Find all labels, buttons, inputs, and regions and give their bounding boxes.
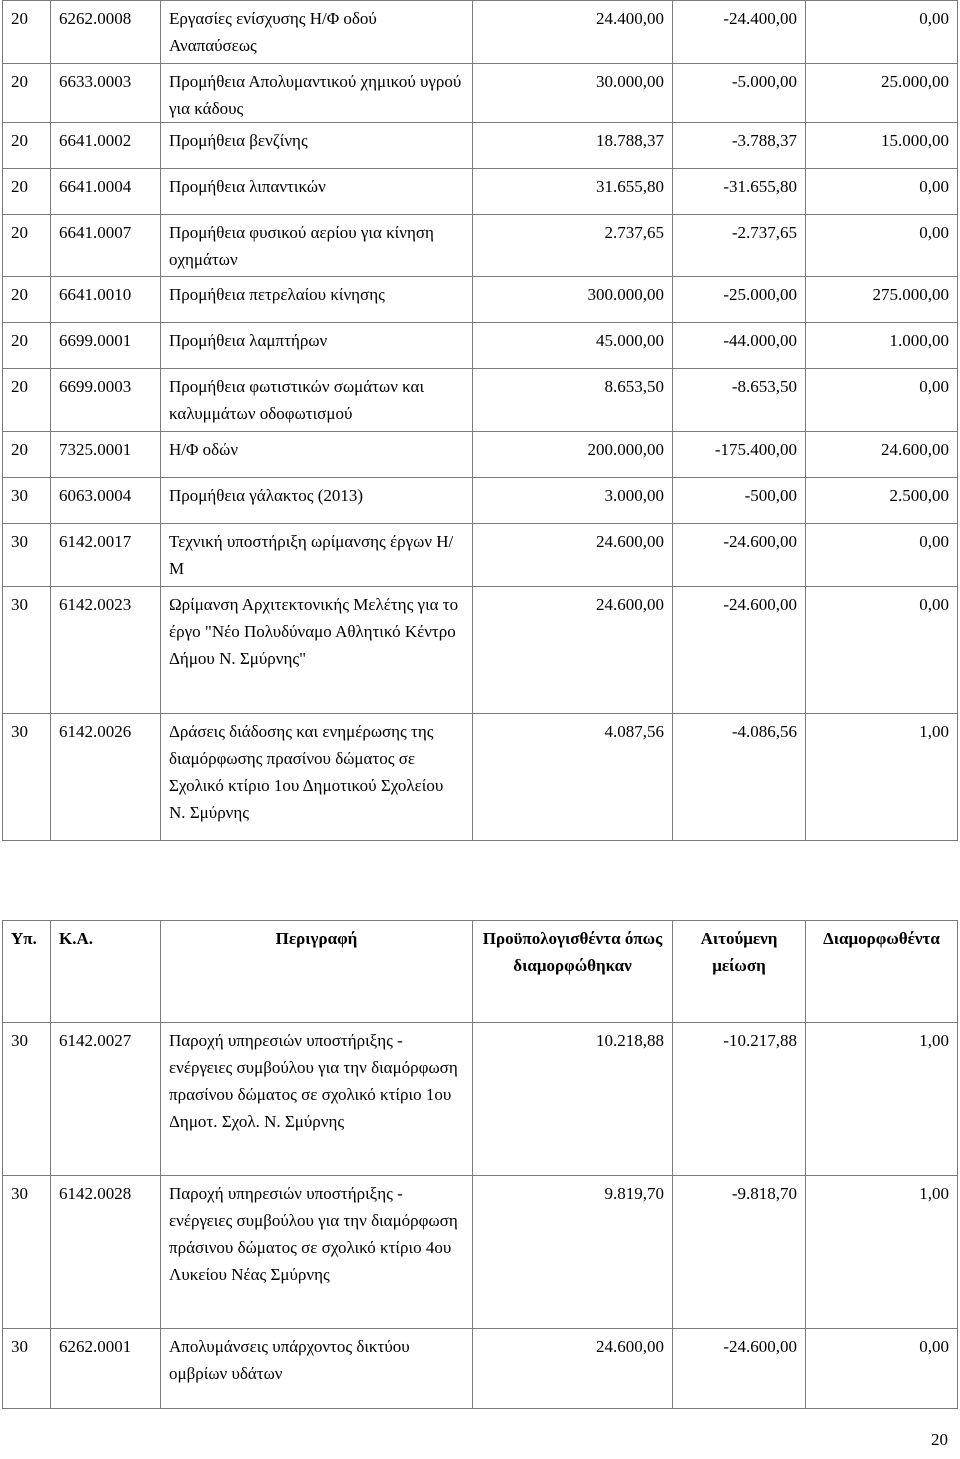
cell-description: Εργασίες ενίσχυσης Η/Φ οδού Αναπαύσεως xyxy=(161,1,473,64)
cell-ka: 6699.0001 xyxy=(51,323,161,369)
cell-ka: 6262.0008 xyxy=(51,1,161,64)
cell-reduction: -24.600,00 xyxy=(673,524,806,587)
cell-ka: 6142.0028 xyxy=(51,1176,161,1329)
table-row xyxy=(3,277,958,323)
cell-description: Προμήθεια Απολυμαντικού χημικού υγρού για κάδους xyxy=(161,64,473,123)
cell-ka: 6262.0001 xyxy=(51,1329,161,1409)
cell-yp: 30 xyxy=(3,524,51,587)
cell-final: 0,00 xyxy=(806,169,958,215)
cell-reduction: -24.600,00 xyxy=(673,1329,806,1409)
cell-budget: 30.000,00 xyxy=(473,64,673,123)
cell-reduction: -2.737,65 xyxy=(673,215,806,277)
table-body-top xyxy=(3,1,958,841)
cell-description: Τεχνική υποστήριξη ωρίμανσης έργων Η/Μ xyxy=(161,524,473,587)
cell-budget: 2.737,65 xyxy=(473,215,673,277)
cell-ka: 6641.0007 xyxy=(51,215,161,277)
table-row xyxy=(3,1176,958,1329)
cell-ka: 6142.0027 xyxy=(51,1023,161,1176)
cell-description: Προμήθεια πετρελαίου κίνησης xyxy=(161,277,473,323)
cell-ka: 6641.0004 xyxy=(51,169,161,215)
cell-reduction: -175.400,00 xyxy=(673,432,806,478)
cell-yp: 20 xyxy=(3,323,51,369)
header-reduction: Αιτούμενη μείωση xyxy=(673,921,806,1023)
cell-reduction: -4.086,56 xyxy=(673,714,806,841)
cell-final: 24.600,00 xyxy=(806,432,958,478)
cell-final: 1.000,00 xyxy=(806,323,958,369)
cell-final: 275.000,00 xyxy=(806,277,958,323)
cell-yp: 30 xyxy=(3,1176,51,1329)
cell-description: Απολυμάνσεις υπάρχοντος δικτύου ομβρίων υδάτων xyxy=(161,1329,473,1409)
cell-yp: 20 xyxy=(3,123,51,169)
cell-reduction: -31.655,80 xyxy=(673,169,806,215)
cell-final: 25.000,00 xyxy=(806,64,958,123)
cell-final: 15.000,00 xyxy=(806,123,958,169)
cell-yp: 20 xyxy=(3,369,51,432)
budget-table-bottom xyxy=(2,920,958,1409)
cell-yp: 30 xyxy=(3,478,51,524)
cell-reduction: -5.000,00 xyxy=(673,64,806,123)
cell-final: 1,00 xyxy=(806,1023,958,1176)
cell-yp: 20 xyxy=(3,169,51,215)
cell-yp: 30 xyxy=(3,714,51,841)
cell-ka: 6699.0003 xyxy=(51,369,161,432)
cell-reduction: -24.400,00 xyxy=(673,1,806,64)
table-row xyxy=(3,369,958,432)
header-yp: Υπ. xyxy=(3,921,51,1023)
table-row xyxy=(3,432,958,478)
header-ka: Κ.Α. xyxy=(51,921,161,1023)
cell-budget: 24.400,00 xyxy=(473,1,673,64)
table-row xyxy=(3,587,958,714)
cell-ka: 6063.0004 xyxy=(51,478,161,524)
cell-final: 0,00 xyxy=(806,1,958,64)
cell-yp: 20 xyxy=(3,432,51,478)
cell-description: Παροχή υπηρεσιών υποστήριξης - ενέργειες συμβούλου για την διαμόρφωση πρασίνου δώματος σε σχολικό κτίριο 1ου Δημοτ. Σχολ. Ν. Σμύρνης xyxy=(161,1023,473,1176)
cell-description: Παροχή υπηρεσιών υποστήριξης - ενέργειες συμβούλου για την διαμόρφωση πράσινου δώματος σε σχολικό κτίριο 4ου Λυκείου Νέας Σμύρνης xyxy=(161,1176,473,1329)
cell-budget: 8.653,50 xyxy=(473,369,673,432)
cell-description: Προμήθεια φωτιστικών σωμάτων και καλυμμάτων οδοφωτισμού xyxy=(161,369,473,432)
header-budget: Προϋπολογισθέντα όπως διαμορφώθηκαν xyxy=(473,921,673,1023)
cell-budget: 18.788,37 xyxy=(473,123,673,169)
cell-reduction: -24.600,00 xyxy=(673,587,806,714)
cell-description: Προμήθεια φυσικού αερίου για κίνηση οχημάτων xyxy=(161,215,473,277)
cell-description: Η/Φ οδών xyxy=(161,432,473,478)
cell-yp: 30 xyxy=(3,1023,51,1176)
cell-description: Προμήθεια λιπαντικών xyxy=(161,169,473,215)
cell-budget: 24.600,00 xyxy=(473,524,673,587)
cell-final: 1,00 xyxy=(806,1176,958,1329)
cell-budget: 10.218,88 xyxy=(473,1023,673,1176)
cell-final: 0,00 xyxy=(806,587,958,714)
table-row xyxy=(3,714,958,841)
table-row xyxy=(3,323,958,369)
header-final: Διαμορφωθέντα xyxy=(806,921,958,1023)
cell-budget: 24.600,00 xyxy=(473,1329,673,1409)
table-row xyxy=(3,524,958,587)
cell-reduction: -9.818,70 xyxy=(673,1176,806,1329)
budget-table-top xyxy=(2,0,958,841)
cell-reduction: -8.653,50 xyxy=(673,369,806,432)
cell-reduction: -44.000,00 xyxy=(673,323,806,369)
cell-final: 0,00 xyxy=(806,524,958,587)
table-row xyxy=(3,1,958,64)
cell-budget: 300.000,00 xyxy=(473,277,673,323)
cell-ka: 6633.0003 xyxy=(51,64,161,123)
cell-final: 0,00 xyxy=(806,369,958,432)
table-row xyxy=(3,64,958,123)
table-row xyxy=(3,215,958,277)
cell-final: 0,00 xyxy=(806,1329,958,1409)
page-number: 20 xyxy=(931,1430,948,1449)
cell-description: Ωρίμανση Αρχιτεκτονικής Μελέτης για το έργο "Νέο Πολυδύναμο Αθλητικό Κέντρο Δήμου Ν. Σμύρνης" xyxy=(161,587,473,714)
cell-final: 1,00 xyxy=(806,714,958,841)
cell-yp: 20 xyxy=(3,64,51,123)
cell-description: Προμήθεια βενζίνης xyxy=(161,123,473,169)
cell-reduction: -25.000,00 xyxy=(673,277,806,323)
cell-yp: 20 xyxy=(3,277,51,323)
cell-budget: 9.819,70 xyxy=(473,1176,673,1329)
cell-ka: 6142.0026 xyxy=(51,714,161,841)
cell-yp: 30 xyxy=(3,1329,51,1409)
cell-budget: 200.000,00 xyxy=(473,432,673,478)
cell-yp: 20 xyxy=(3,215,51,277)
cell-yp: 20 xyxy=(3,1,51,64)
cell-reduction: -500,00 xyxy=(673,478,806,524)
cell-yp: 30 xyxy=(3,587,51,714)
table-row xyxy=(3,478,958,524)
table-header-row xyxy=(3,921,958,1023)
cell-reduction: -3.788,37 xyxy=(673,123,806,169)
cell-final: 2.500,00 xyxy=(806,478,958,524)
table-row xyxy=(3,1329,958,1409)
cell-ka: 6641.0002 xyxy=(51,123,161,169)
cell-description: Δράσεις διάδοσης και ενημέρωσης της διαμόρφωσης πρασίνου δώματος σε Σχολικό κτίριο 1ου Δημοτικού Σχολείου Ν. Σμύρνης xyxy=(161,714,473,841)
cell-ka: 6142.0017 xyxy=(51,524,161,587)
cell-budget: 45.000,00 xyxy=(473,323,673,369)
cell-ka: 7325.0001 xyxy=(51,432,161,478)
cell-description: Προμήθεια γάλακτος (2013) xyxy=(161,478,473,524)
cell-ka: 6142.0023 xyxy=(51,587,161,714)
cell-reduction: -10.217,88 xyxy=(673,1023,806,1176)
table-body-bottom xyxy=(3,1023,958,1409)
cell-description: Προμήθεια λαμπτήρων xyxy=(161,323,473,369)
cell-budget: 4.087,56 xyxy=(473,714,673,841)
table-row xyxy=(3,1023,958,1176)
header-description: Περιγραφή xyxy=(161,921,473,1023)
cell-budget: 3.000,00 xyxy=(473,478,673,524)
cell-budget: 24.600,00 xyxy=(473,587,673,714)
table-row xyxy=(3,169,958,215)
cell-final: 0,00 xyxy=(806,215,958,277)
table-row xyxy=(3,123,958,169)
cell-ka: 6641.0010 xyxy=(51,277,161,323)
cell-budget: 31.655,80 xyxy=(473,169,673,215)
